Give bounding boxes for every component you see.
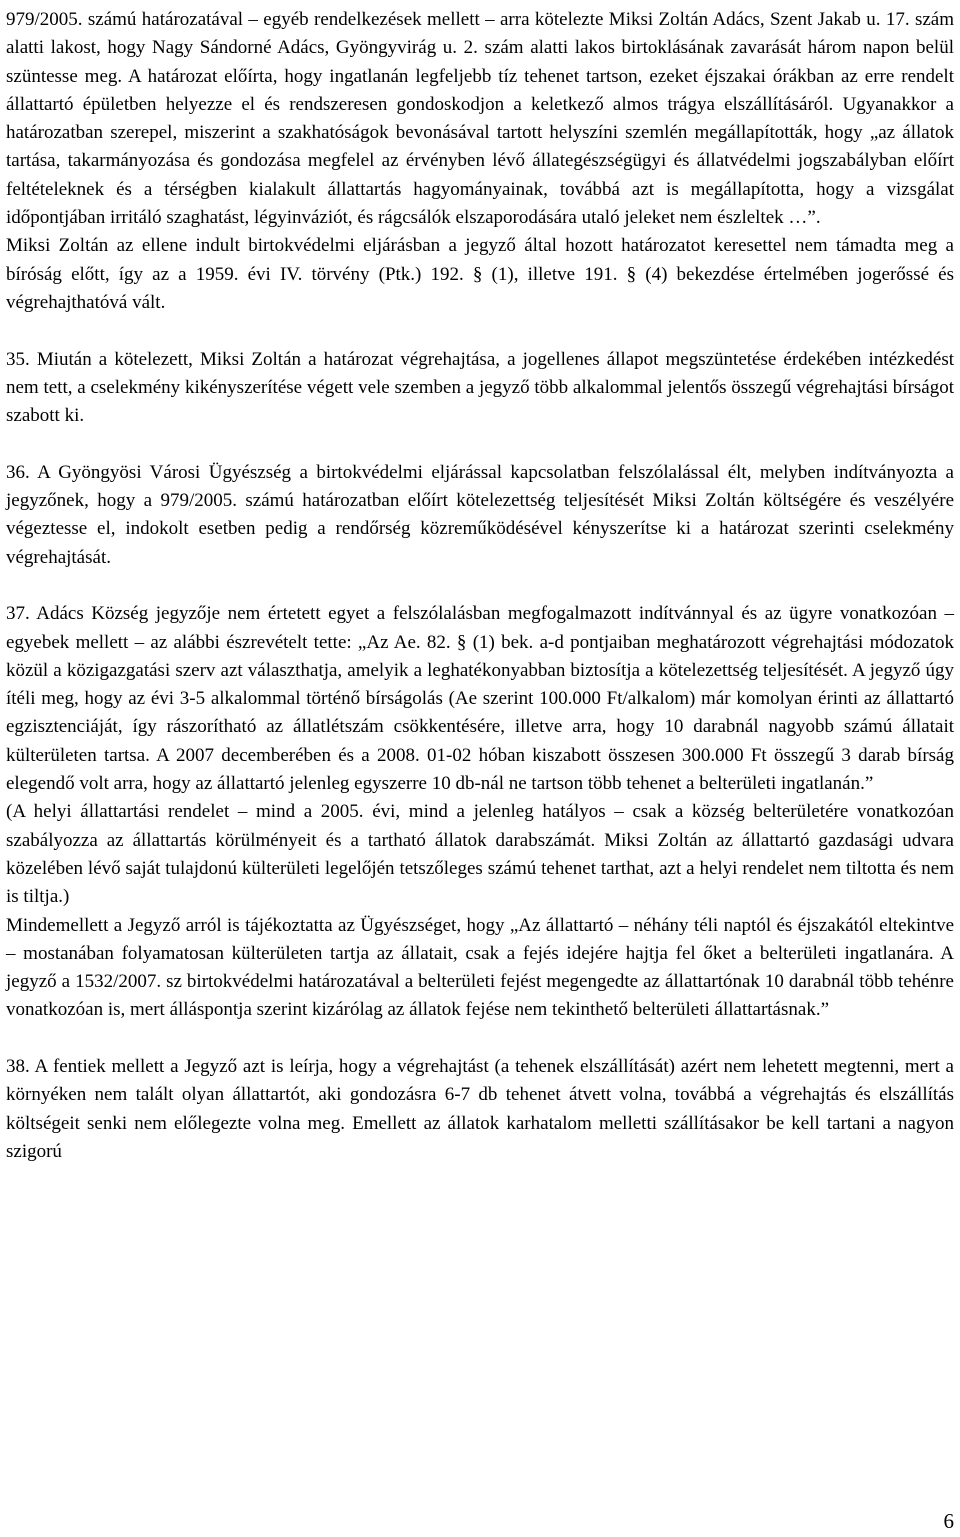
paragraph-37: 37. Adács Község jegyzője nem értetett egyet a felszólalásban megfogalmazott indítvánnyal és az ügyre vonatkozóan – egyebek mellett – az alábbi észrevételt tette: „Az Ae. 82. § (1) bek. a-d pontjaiban meghatározott végrehajtási módozatok közül a közigazgatási szerv azt választhatja, amelyik a leghatékonyabban biztosítja a kötelezettség teljesítését. A jegyző úgy ítéli meg, hogy az évi 3-5 alkalommal történő bírságolás (Ae szerint 100.000 Ft/alkalom) már komolyan érinti az állattartó egzisztenciáját, így rászorítható az állatlétszám csökkentésére, illetve arra, hogy 10 darabnál nagyobb számú állatait külterületen tartsa. A 2007 decemberében és a 2008. 01-02 hóban kiszabott összesen 300.000 Ft összegű 3 darab bírság elegendő volt arra, hogy az állattartó jelenleg egyszerre 10 db-nál ne tartson több tehenet a belterületi ingatlanán.”: [6, 603, 954, 795]
document-body: [6, 6, 954, 1166]
paragraph-final-decision: Miksi Zoltán az ellene indult birtokvédelmi eljárásban a jegyző által hozott határozatot keresettel nem támadta meg a bíróság előtt, így az a 1959. évi IV. törvény (Ptk.) 192. § (1), illetve 191. § (4) bekezdése értelmében jogerőssé és végrehajthatóvá vált.: [6, 235, 954, 313]
paragraph-spacer: [6, 572, 954, 600]
paragraph-36: 36. A Gyöngyösi Városi Ügyészség a birtokvédelmi eljárással kapcsolatban felszólalással élt, melyben indítványozta a jegyzőnek, hogy a 979/2005. számú határozatban előírt kötelezettség teljesítését Miksi Zoltán költségére és veszélyére végeztesse el, indokolt esetben pedig a rendőrség közreműködésével kényszerítse ki a határozat szerinti cselekmény végrehajtását.: [6, 461, 954, 568]
paragraph-notary-information: Mindemellett a Jegyző arról is tájékoztatta az Ügyészséget, hogy „Az állattartó – néhány téli naptól és éjszakától eltekintve – mostanában folyamatosan külterületen tartja az állatait, csak a fejés idejére hajtja fel őket a belterületi ingatlanára. A jegyző a 1532/2007. sz birtokvédelmi határozatával a belterületi fejést megengedte az állattartónak 10 darabnál több tehénre vonatkozóan is, mert álláspontja szerint kizárólag az állatok fejése nem tekinthető belterületi állattartásnak.”: [6, 914, 954, 1021]
paragraph-spacer: [6, 317, 954, 345]
paragraph-38: 38. A fentiek mellett a Jegyző azt is leírja, hogy a végrehajtást (a tehenek elszállítását) azért nem lehetett megtenni, mert a környéken nem talált olyan állattartót, aki gondozásra 6-7 db tehenet átvett volna, továbbá a végrehajtás és elszállítás költségeit senki nem előlegezte volna meg. Emellett az állatok karhatalom melletti szállításakor be kell tartani a nagyon szigorú: [6, 1055, 954, 1162]
paragraph-local-regulation-note: (A helyi állattartási rendelet – mind a 2005. évi, mind a jelenleg hatályos – csak a község belterületére vonatkozóan szabályozza az állattartás körülményeit és a tartható állatok darabszámát. Miksi Zoltán az állattartó gazdasági udvara közelében lévő saját tulajdonú külterületi legelőjén tetszőleges számú tehenet tarthat, azt a helyi rendelet nem tiltotta és nem is tiltja.): [6, 801, 954, 908]
paragraph-35: 35. Miután a kötelezett, Miksi Zoltán a határozat végrehajtása, a jogellenes állapot megszüntetése érdekében intézkedést nem tett, a cselekmény kikényszerítése végett vele szemben a jegyző több alkalommal jelentős összegű végrehajtási bírságot szabott ki.: [6, 348, 954, 427]
page-number: 6: [943, 1509, 954, 1533]
paragraph-decision-979: 979/2005. számú határozatával – egyéb rendelkezések mellett – arra kötelezte Miksi Zoltán Adács, Szent Jakab u. 17. szám alatti lakost, hogy Nagy Sándorné Adács, Gyöngyvirág u. 2. szám alatti lakos birtoklásának zavarását három napon belül szüntesse meg. A határozat előírta, hogy ingatlanán legfeljebb tíz tehenet tartson, ezeket éjszakai órákban az erre rendelt állattartó épületben helyezze el és rendszeresen gondoskodjon a keletkező almos trágya elszállításáról. Ugyanakkor a határozatban szerepel, miszerint a szakhatóságok bevonásával tartott helyszíni szemlén megállapították, hogy „az állatok tartása, takarmányozása és gondozása megfelel az érvényben lévő állategészségügyi és állatvédelmi jogszabályban előírt feltételeknek és a térségben kialakult állattartás hagyományainak, továbbá azt is megállapította, hogy a vizsgálat időpontjában irritáló szaghatást, légyinváziót, és rágcsálók elszaporodására utaló jeleket nem észleltek …”.: [6, 9, 954, 229]
paragraph-spacer: [6, 430, 954, 458]
paragraph-spacer: [6, 1025, 954, 1053]
